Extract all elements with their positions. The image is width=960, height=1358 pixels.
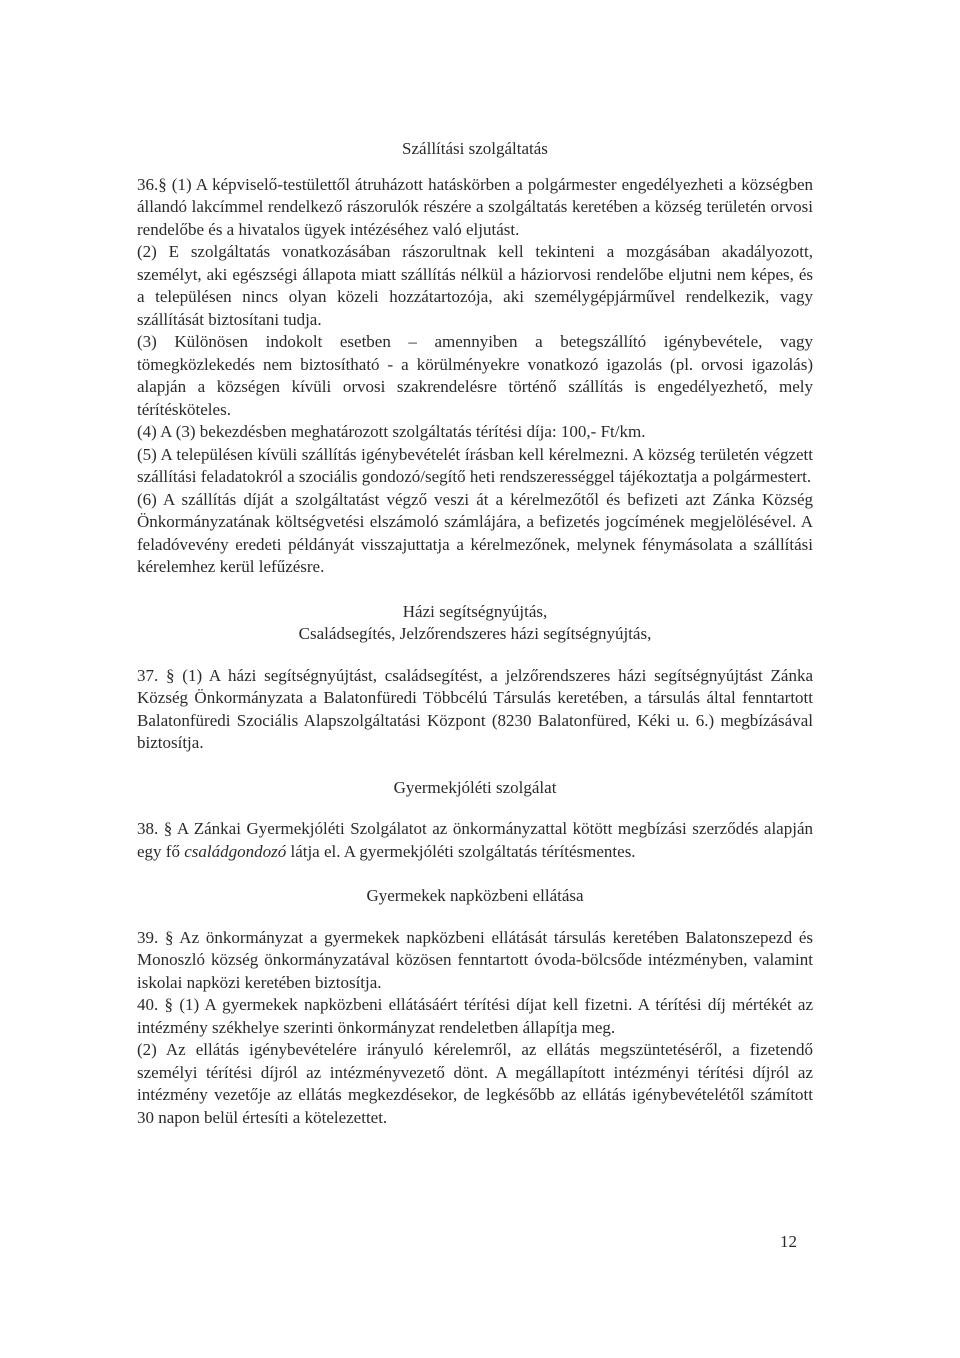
section-heading-napkozbeni: Gyermekek napközbeni ellátása [366, 886, 584, 905]
page-number: 12 [780, 1232, 797, 1251]
paragraph-38-text-b: látja el. A gyermekjóléti szolgáltatás térítésmentes. [286, 841, 636, 861]
heading-block-gyermekjoleti [137, 777, 813, 800]
paragraph-38-emphasis: családgondozó [184, 841, 287, 861]
paragraph-36-3: (3) Különösen indokolt esetben – amennyiben a betegszállító igénybevétele, vagy tömegközlekedés nem biztosítható - a körülményekre vonatkozó igazolás (pl. orvosi igazolás) alapján a községen kívüli orvosi szakrendelésre történő szállítás is engedélyezhető, mely térítésköteles. [137, 332, 813, 419]
heading-block-napkozbeni [137, 885, 813, 908]
paragraph-38 [137, 818, 813, 863]
paragraph-39: 39. § Az önkormányzat a gyermekek napközbeni ellátását társulás keretében Balatonszepezd és Monoszló község önkormányzatával közösen fenntartott óvoda-bölcsőde intézményben, valamint iskolai napközi keretében biztosítja. [137, 927, 813, 992]
paragraph-36-5: (5) A településen kívüli szállítás igénybevételét írásban kell kérelmezni. A község területén végzett szállítási feladatokról a szociális gondozó/segítő heti rendszerességgel tájékoztatja a polgármestert. [137, 444, 813, 486]
document-body [137, 138, 813, 1129]
section-heading-hazi-1: Házi segítségnyújtás, [402, 601, 548, 621]
paragraph-36-2: (2) E szolgáltatás vonatkozásában rászorultnak kell tekinteni a mozgásában akadályozott, személyt, aki egészségi állapota miatt szállítás nélkül a háziorvosi rendelőbe eljutni nem képes, és a településen nincs olyan közeli hozzátartozója, aki személygépjárművel rendelkezik, vagy szállítását biztosítani tudja. [137, 242, 813, 329]
section-heading-hazi-2: Családsegítés, Jelzőrendszeres házi segítségnyújtás, [298, 624, 652, 643]
paragraph-37-1: 37. § (1) A házi segítségnyújtást, családsegítést, a jelzőrendszeres házi segítségnyújtást Zánka Község Önkormányzata a Balatonfüredi Többcélú Társulás keretében, a társulás által fenntartott Balatonfüredi Szociális Alapszolgáltatási Központ (8230 Balatonfüred, Kéki u. 6.) megbízásával biztosítja. [137, 665, 813, 752]
heading-block-hazi [137, 601, 813, 646]
paragraph-40-1: 40. § (1) A gyermekek napközbeni ellátásáért térítési díjat kell fizetni. A térítési díj mértékét az intézmény székhelye szerinti önkormányzat rendeletben állapítja meg. [137, 995, 813, 1037]
paragraph-40-2: (2) Az ellátás igénybevételére irányuló kérelemről, az ellátás megszüntetéséről, a fizetendő személyi térítési díjról az intézményvezető dönt. A megállapított intézményi térítési díjról az intézmény vezetője az ellátás megkezdésekor, de legkésőbb az ellátás igénybevételétől számított 30 napon belül értesíti a kötelezettet. [137, 1040, 813, 1127]
paragraph-38-text-a: 38. § A Zánkai Gyermekjóléti Szolgálatot az önkormányzattal kötött megbízási szerződés alapján egy fő [137, 819, 813, 861]
paragraph-36-4: (4) A (3) bekezdésben meghatározott szolgáltatás térítési díja: 100,- Ft/km. [137, 422, 646, 441]
section-heading-szallitasi: Szállítási szolgáltatás [402, 139, 548, 158]
paragraph-36-6: (6) A szállítás díját a szolgáltatást végző veszi át a kérelmezőtől és befizeti azt Zánka Község Önkormányzatának költségvetési elszámoló számlájára, a befizetés jogcímének megjelölésével. A feladóvevény eredeti példányát visszajuttatja a kérelmezőnek, melynek fénymásolata a szállítási kérelemhez kerül lefűzésre. [137, 489, 813, 576]
section-heading-gyermekjoleti: Gyermekjóléti szolgálat [393, 777, 557, 797]
paragraph-36-1: 36.§ (1) A képviselő-testülettől átruházott hatáskörben a polgármester engedélyezheti a községben állandó lakcímmel rendelkező rászorulók részére a szolgáltatás keretében a község területén orvosi rendelőbe és a hivatalos ügyek intézéséhez való eljutást. [137, 174, 813, 239]
